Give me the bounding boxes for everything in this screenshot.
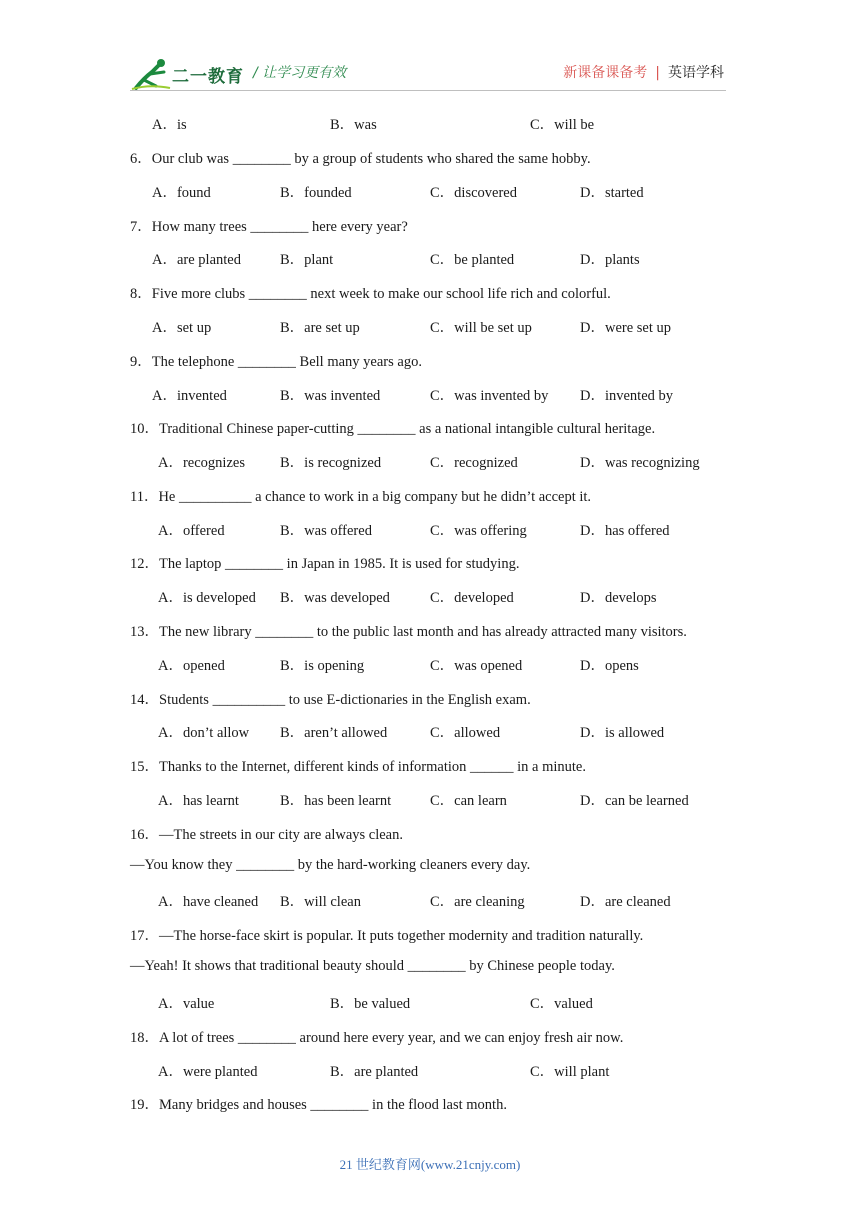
question-17-reply: —Yeah! It shows that traditional beauty should ________ by Chinese people today. — [130, 958, 615, 974]
question-stem — [0, 552, 860, 574]
question-stem-continued — [0, 857, 860, 879]
option-b: B．aren’t allowed — [280, 725, 388, 741]
option-c: C．was offering — [430, 523, 527, 539]
question-stem — [0, 282, 860, 304]
option-a: A．set up — [152, 320, 212, 336]
option-a: A．recognizes — [158, 455, 245, 471]
option-c: C．valued — [530, 996, 593, 1012]
option-b: B．has been learnt — [280, 793, 392, 809]
options-row — [0, 721, 860, 743]
option-b: B．be valued — [330, 996, 411, 1012]
option-c: C．was invented by — [430, 388, 549, 404]
option-c: C．will be set up — [430, 320, 532, 336]
option-a: A．don’t allow — [158, 725, 250, 741]
header-divider — [130, 90, 726, 91]
option-a: A．found — [152, 185, 211, 201]
question-18-stem: 18．A lot of trees ________ around here every year, and we can enjoy fresh air now. — [130, 1030, 624, 1046]
option-a: A．is — [152, 117, 187, 133]
option-c: C．will be — [530, 117, 595, 133]
options-row — [0, 654, 860, 676]
option-c: C．recognized — [430, 455, 518, 471]
option-a: A．have cleaned — [158, 894, 259, 910]
option-a: A．opened — [158, 658, 225, 674]
option-c: C．developed — [430, 590, 514, 606]
options-row — [0, 586, 860, 608]
question-stem — [0, 620, 860, 642]
question-15-stem: 15．Thanks to the Internet, different kinds of information ______ in a minute. — [130, 759, 586, 775]
question-stem — [0, 1093, 860, 1115]
option-b: B．will clean — [280, 894, 361, 910]
subject-label: 英语学科 — [668, 65, 724, 81]
question-stem — [0, 1026, 860, 1048]
question-stem — [0, 823, 860, 845]
option-d: D．were set up — [580, 320, 672, 336]
question-stem — [0, 417, 860, 439]
options-row — [0, 248, 860, 270]
option-b: B．founded — [280, 185, 352, 201]
options-row — [0, 890, 860, 912]
option-a: A．offered — [158, 523, 225, 539]
option-d: D．has offered — [580, 523, 670, 539]
header-separator: | — [655, 65, 660, 81]
option-b: B．are planted — [330, 1064, 419, 1080]
option-a: A．were planted — [158, 1064, 258, 1080]
option-d: D．develops — [580, 590, 657, 606]
question-stem — [0, 924, 860, 946]
options-row — [0, 451, 860, 473]
question-stem — [0, 147, 860, 169]
options-row — [0, 992, 860, 1014]
question-19-stem: 19．Many bridges and houses ________ in the flood last month. — [130, 1097, 507, 1113]
option-a: A．value — [158, 996, 215, 1012]
option-b: B．plant — [280, 252, 334, 268]
options-row — [0, 316, 860, 338]
page-header — [0, 0, 860, 100]
option-b: B．is recognized — [280, 455, 382, 471]
question-16-stem: 16．—The streets in our city are always clean. — [130, 827, 403, 843]
header-slogan: / 让学习更有效 — [253, 65, 347, 81]
option-a: A．are planted — [152, 252, 241, 268]
option-d: D．is allowed — [580, 725, 665, 741]
option-b: B．was offered — [280, 523, 372, 539]
question-10-stem: 10．Traditional Chinese paper-cutting ________ as a national intangible cultural heritage. — [130, 421, 656, 437]
options-row — [0, 181, 860, 203]
question-12-stem: 12．The laptop ________ in Japan in 1985. It is used for studying. — [130, 556, 520, 572]
question-stem — [0, 688, 860, 710]
question-9-stem: 9．The telephone ________ Bell many years ago. — [130, 354, 422, 370]
option-b: B．was invented — [280, 388, 381, 404]
option-b: B．was — [330, 117, 377, 133]
option-b: B．was developed — [280, 590, 390, 606]
option-d: D．are cleaned — [580, 894, 671, 910]
question-11-stem: 11．He __________ a chance to work in a big company but he didn’t accept it. — [130, 489, 592, 505]
question-stem-continued — [0, 958, 860, 980]
page-footer: 21 世纪教育网(www.21cnjy.com) — [339, 1157, 521, 1172]
option-c: C．are cleaning — [430, 894, 525, 910]
option-c: C．can learn — [430, 793, 507, 809]
option-c: C．allowed — [430, 725, 501, 741]
question-stem — [0, 215, 860, 237]
option-a: A．invented — [152, 388, 227, 404]
option-d: D．can be learned — [580, 793, 689, 809]
question-17-stem: 17．—The horse-face skirt is popular. It puts together modernity and tradition naturally. — [130, 928, 644, 944]
option-a: A．has learnt — [158, 793, 239, 809]
option-c: C．was opened — [430, 658, 523, 674]
question-stem — [0, 350, 860, 372]
question-7-stem: 7．How many trees ________ here every year? — [130, 219, 408, 235]
question-8-stem: 8．Five more clubs ________ next week to make our school life rich and colorful. — [130, 286, 611, 302]
option-d: D．invented by — [580, 388, 674, 404]
option-a: A．is developed — [158, 590, 256, 606]
header-right — [563, 62, 724, 82]
question-stem — [0, 755, 860, 777]
option-c: C．discovered — [430, 185, 517, 201]
option-d: D．opens — [580, 658, 639, 674]
exam-label: 新课备课备考 — [563, 65, 648, 81]
option-d: D．started — [580, 185, 644, 201]
option-b: B．are set up — [280, 320, 360, 336]
question-6-stem: 6．Our club was ________ by a group of students who shared the same hobby. — [130, 151, 591, 167]
question-16-reply: —You know they ________ by the hard-working cleaners every day. — [130, 857, 531, 873]
option-c: C．be planted — [430, 252, 515, 268]
question-stem — [0, 485, 860, 507]
question-13-stem: 13．The new library ________ to the public last month and has already attracted many visitors. — [130, 624, 687, 640]
options-row — [0, 789, 860, 811]
logo-text: 二一教育 — [172, 67, 244, 87]
options-row — [0, 519, 860, 541]
options-row — [0, 1060, 860, 1082]
options-row — [0, 384, 860, 406]
question-14-stem: 14．Students __________ to use E-dictionaries in the English exam. — [130, 692, 531, 708]
option-c: C．will plant — [530, 1064, 610, 1080]
option-d: D．was recognizing — [580, 455, 700, 471]
option-d: D．plants — [580, 252, 640, 268]
option-b: B．is opening — [280, 658, 365, 674]
options-row — [0, 113, 860, 135]
